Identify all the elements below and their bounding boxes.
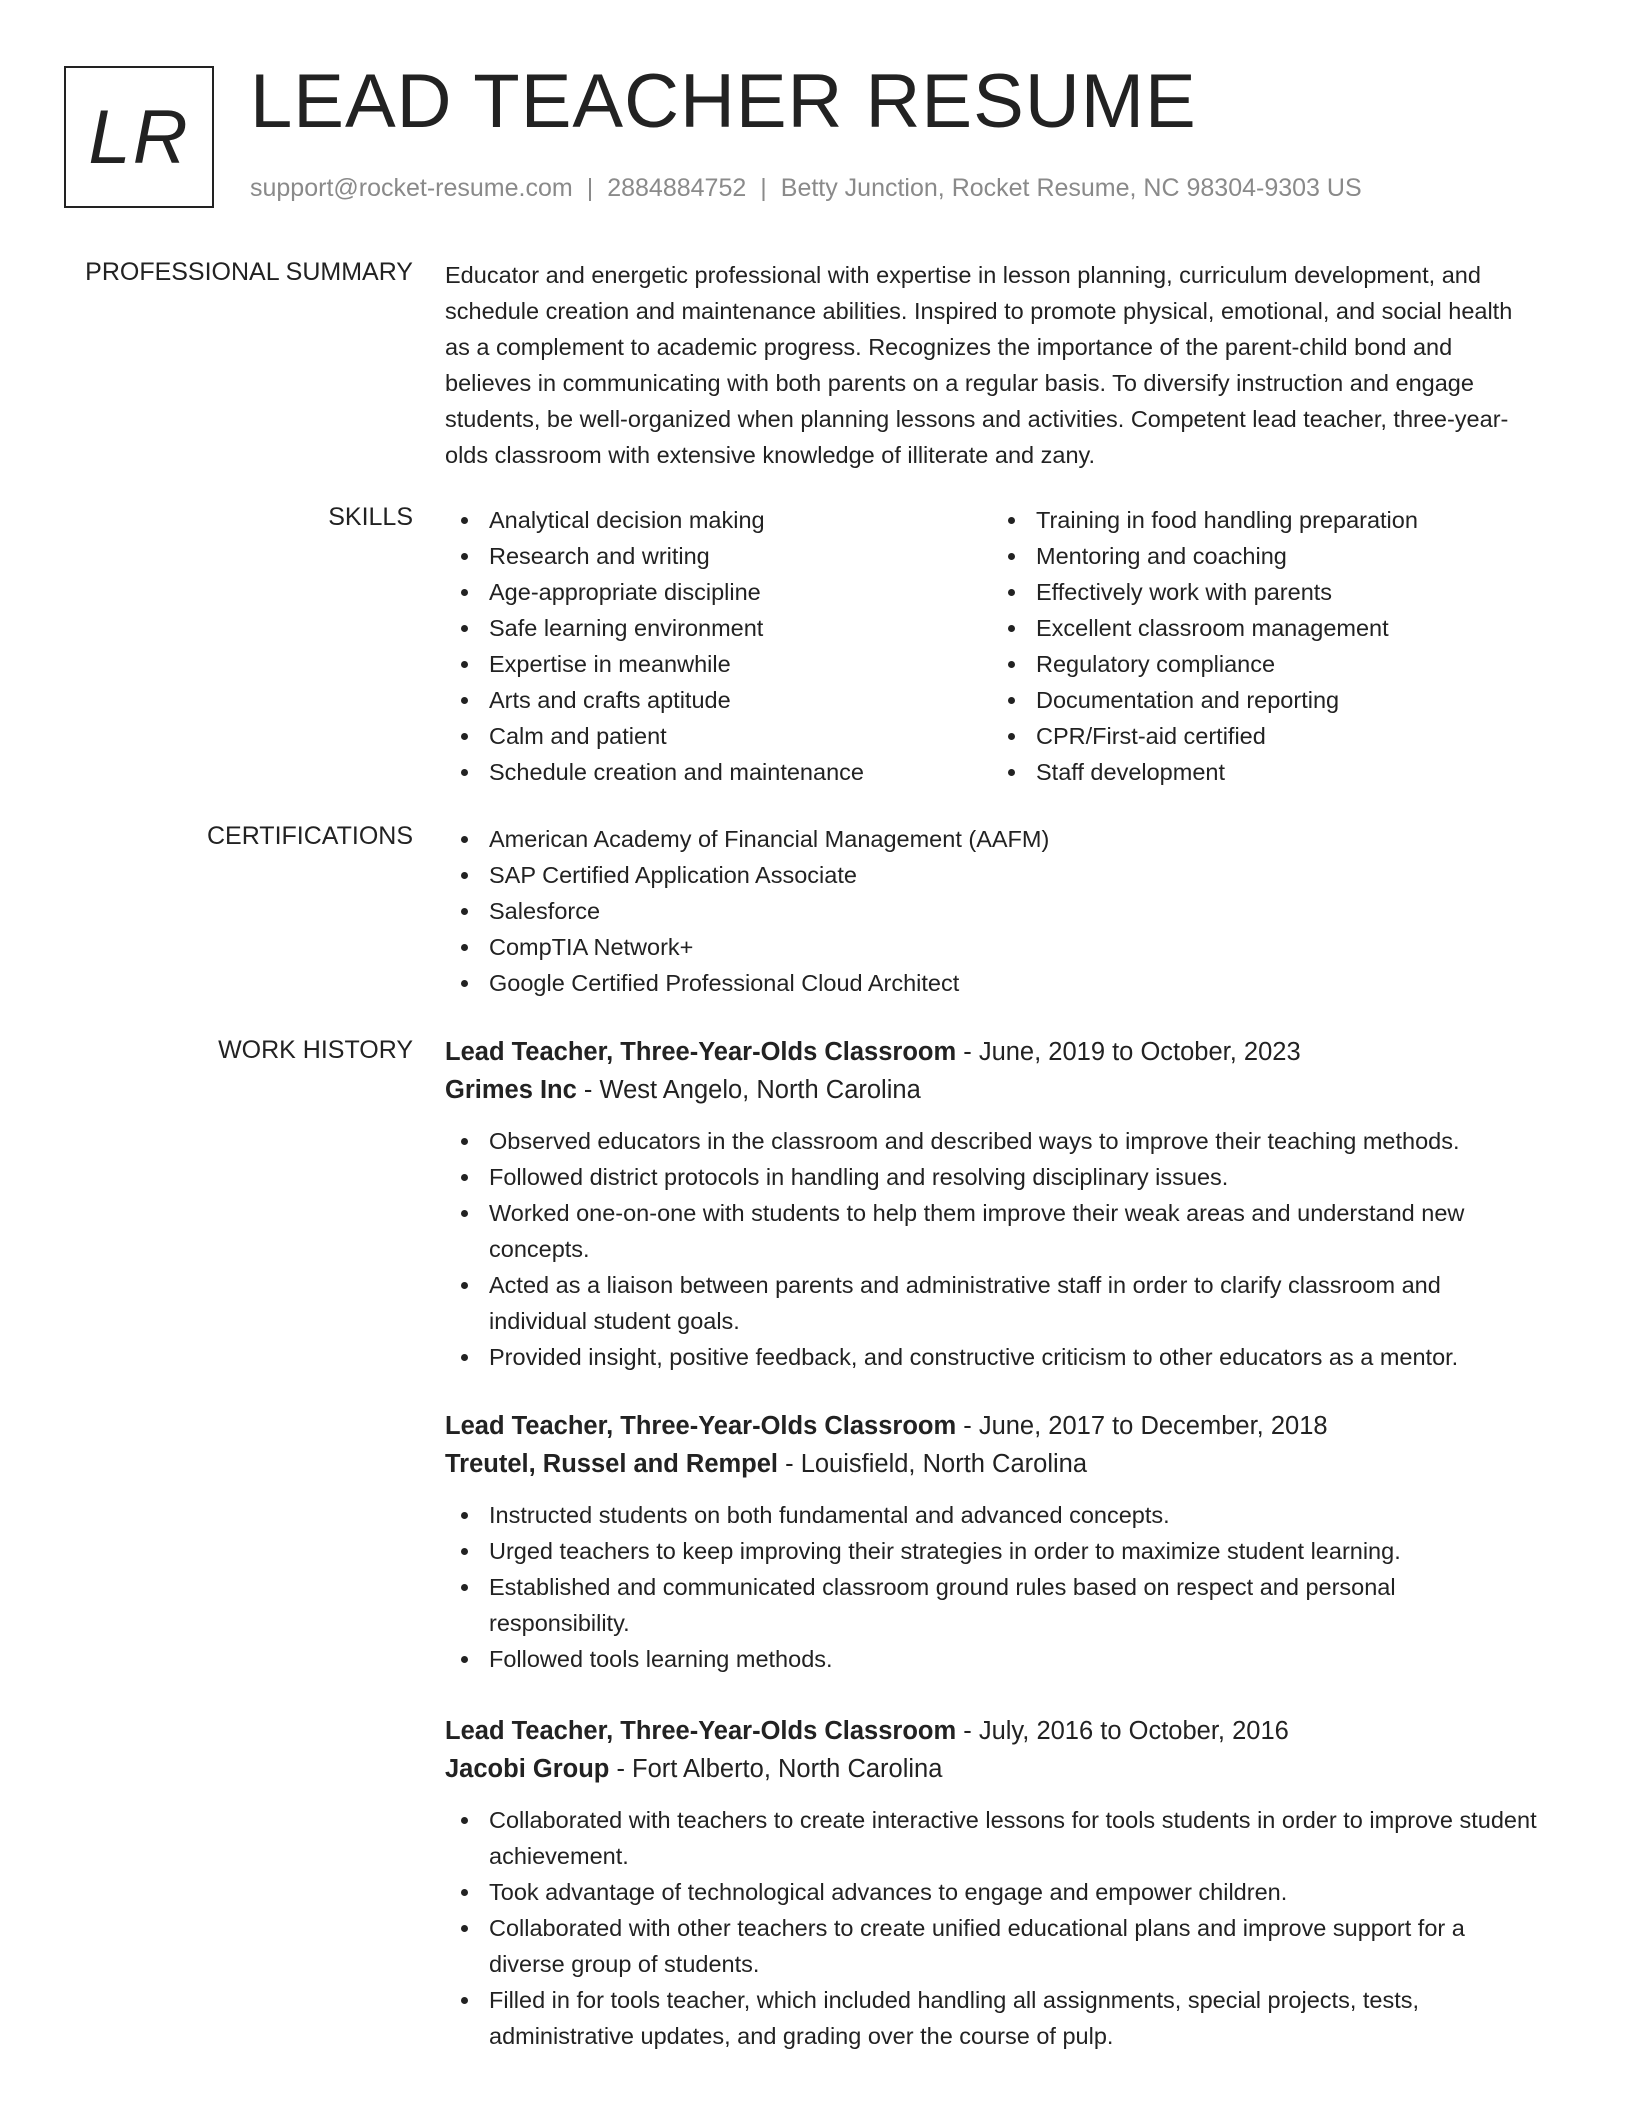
monogram-box (64, 66, 214, 208)
certification-item: CompTIA Network+ (489, 929, 1540, 965)
skills-grid (445, 502, 1540, 790)
skill-item: Regulatory compliance (1036, 646, 1540, 682)
job-bullet: Instructed students on both fundamental and advanced concepts. (489, 1497, 1540, 1533)
certification-item: Google Certified Professional Cloud Architect (489, 965, 1540, 1001)
job-company-line (445, 1445, 1540, 1483)
skills-section (445, 502, 1540, 790)
skill-item: Excellent classroom management (1036, 610, 1540, 646)
job-title-line (445, 1033, 1540, 1071)
skill-item: Training in food handling preparation (1036, 502, 1540, 538)
job-dates: - June, 2019 to October, 2023 (956, 1038, 1301, 1066)
job-company: Grimes Inc (445, 1076, 577, 1104)
skills-list-right (992, 502, 1540, 790)
job-title-line (445, 1407, 1540, 1445)
job-bullet: Collaborated with teachers to create interactive lessons for tools students in order to improve student achievement. (489, 1802, 1540, 1874)
summary-text: Educator and energetic professional with expertise in lesson planning, curriculum development, and schedule creation and maintenance abilities. Inspired to promote physical, emotional, and social health as a complement to academic progress. Recognizes the importance of the parent-child bond and believes in communicating with both parents on a regular basis. To diversify instruction and engage students, be well-organized when planning lessons and activities. Competent lead teacher, three-year-olds classroom with extensive knowledge of illiterate and zany. (445, 262, 1513, 468)
contact-separator: | (760, 174, 767, 202)
job-location: - West Angelo, North Carolina (576, 1076, 921, 1104)
certification-item: SAP Certified Application Associate (489, 857, 1540, 893)
job-company: Treutel, Russel and Rempel (445, 1450, 779, 1478)
job-bullet: Followed district protocols in handling and resolving disciplinary issues. (489, 1159, 1540, 1195)
skill-item: Analytical decision making (489, 502, 992, 538)
job-location: - Louisfield, North Carolina (778, 1450, 1088, 1478)
job-title: Lead Teacher, Three-Year-Olds Classroom (445, 1038, 957, 1066)
monogram-initials: LR (88, 94, 190, 180)
skill-item: Age-appropriate discipline (489, 574, 992, 610)
certifications-section (445, 821, 1540, 1001)
job-entry (445, 1407, 1540, 1677)
resume-title: LEAD TEACHER RESUME (250, 59, 1197, 144)
job-dates: - July, 2016 to October, 2016 (956, 1717, 1289, 1745)
job-bullet: Acted as a liaison between parents and administrative staff in order to clarify classroom and individual student goals. (489, 1267, 1540, 1339)
skill-item: Research and writing (489, 538, 992, 574)
job-bullet: Collaborated with other teachers to create unified educational plans and improve support for a diverse group of students. (489, 1910, 1540, 1982)
job-bullets (445, 1802, 1540, 2054)
job-company-line (445, 1071, 1540, 1109)
certification-item: Salesforce (489, 893, 1540, 929)
job-dates: - June, 2017 to December, 2018 (956, 1412, 1328, 1440)
contact-address: Betty Junction, Rocket Resume, NC 98304-9303 US (780, 174, 1362, 202)
skill-item: Arts and crafts aptitude (489, 682, 992, 718)
certifications-list (445, 821, 1540, 1001)
skill-item: Staff development (1036, 754, 1540, 790)
certifications-heading: CERTIFICATIONS (206, 822, 413, 850)
skill-item: Safe learning environment (489, 610, 992, 646)
job-bullet: Established and communicated classroom ground rules based on respect and personal responsibility. (489, 1569, 1540, 1641)
skill-item: CPR/First-aid certified (1036, 718, 1540, 754)
summary-heading: PROFESSIONAL SUMMARY (85, 258, 413, 286)
job-company-line (445, 1750, 1540, 1788)
job-company: Jacobi Group (445, 1755, 610, 1783)
contact-line (250, 174, 1362, 203)
certification-item: American Academy of Financial Management (AAFM) (489, 821, 1540, 857)
job-bullet: Took advantage of technological advances to engage and empower children. (489, 1874, 1540, 1910)
contact-phone[interactable]: 2884884752 (607, 174, 747, 202)
job-title-line (445, 1712, 1540, 1750)
job-bullet: Observed educators in the classroom and described ways to improve their teaching methods. (489, 1123, 1540, 1159)
skill-item: Effectively work with parents (1036, 574, 1540, 610)
contact-email[interactable]: support@rocket-resume.com (250, 174, 573, 202)
skill-item: Mentoring and coaching (1036, 538, 1540, 574)
job-entry (445, 1033, 1540, 1375)
work-history-heading: WORK HISTORY (218, 1036, 413, 1064)
job-bullets (445, 1123, 1540, 1375)
skill-item: Expertise in meanwhile (489, 646, 992, 682)
job-title: Lead Teacher, Three-Year-Olds Classroom (445, 1412, 957, 1440)
job-location: - Fort Alberto, North Carolina (609, 1755, 943, 1783)
job-bullet: Worked one-on-one with students to help them improve their weak areas and understand new concepts. (489, 1195, 1540, 1267)
job-bullet: Filled in for tools teacher, which included handling all assignments, special projects, tests, administrative updates, and grading over the course of pulp. (489, 1982, 1540, 2054)
job-bullet: Provided insight, positive feedback, and constructive criticism to other educators as a mentor. (489, 1339, 1540, 1375)
job-title: Lead Teacher, Three-Year-Olds Classroom (445, 1717, 957, 1745)
job-bullets (445, 1497, 1540, 1677)
skill-item: Schedule creation and maintenance (489, 754, 992, 790)
skills-list-left (445, 502, 992, 790)
skills-heading: SKILLS (328, 503, 413, 531)
skill-item: Calm and patient (489, 718, 992, 754)
job-entry (445, 1712, 1540, 2054)
job-bullet: Urged teachers to keep improving their strategies in order to maximize student learning. (489, 1533, 1540, 1569)
job-bullet: Followed tools learning methods. (489, 1641, 1540, 1677)
contact-separator: | (586, 174, 594, 202)
skill-item: Documentation and reporting (1036, 682, 1540, 718)
